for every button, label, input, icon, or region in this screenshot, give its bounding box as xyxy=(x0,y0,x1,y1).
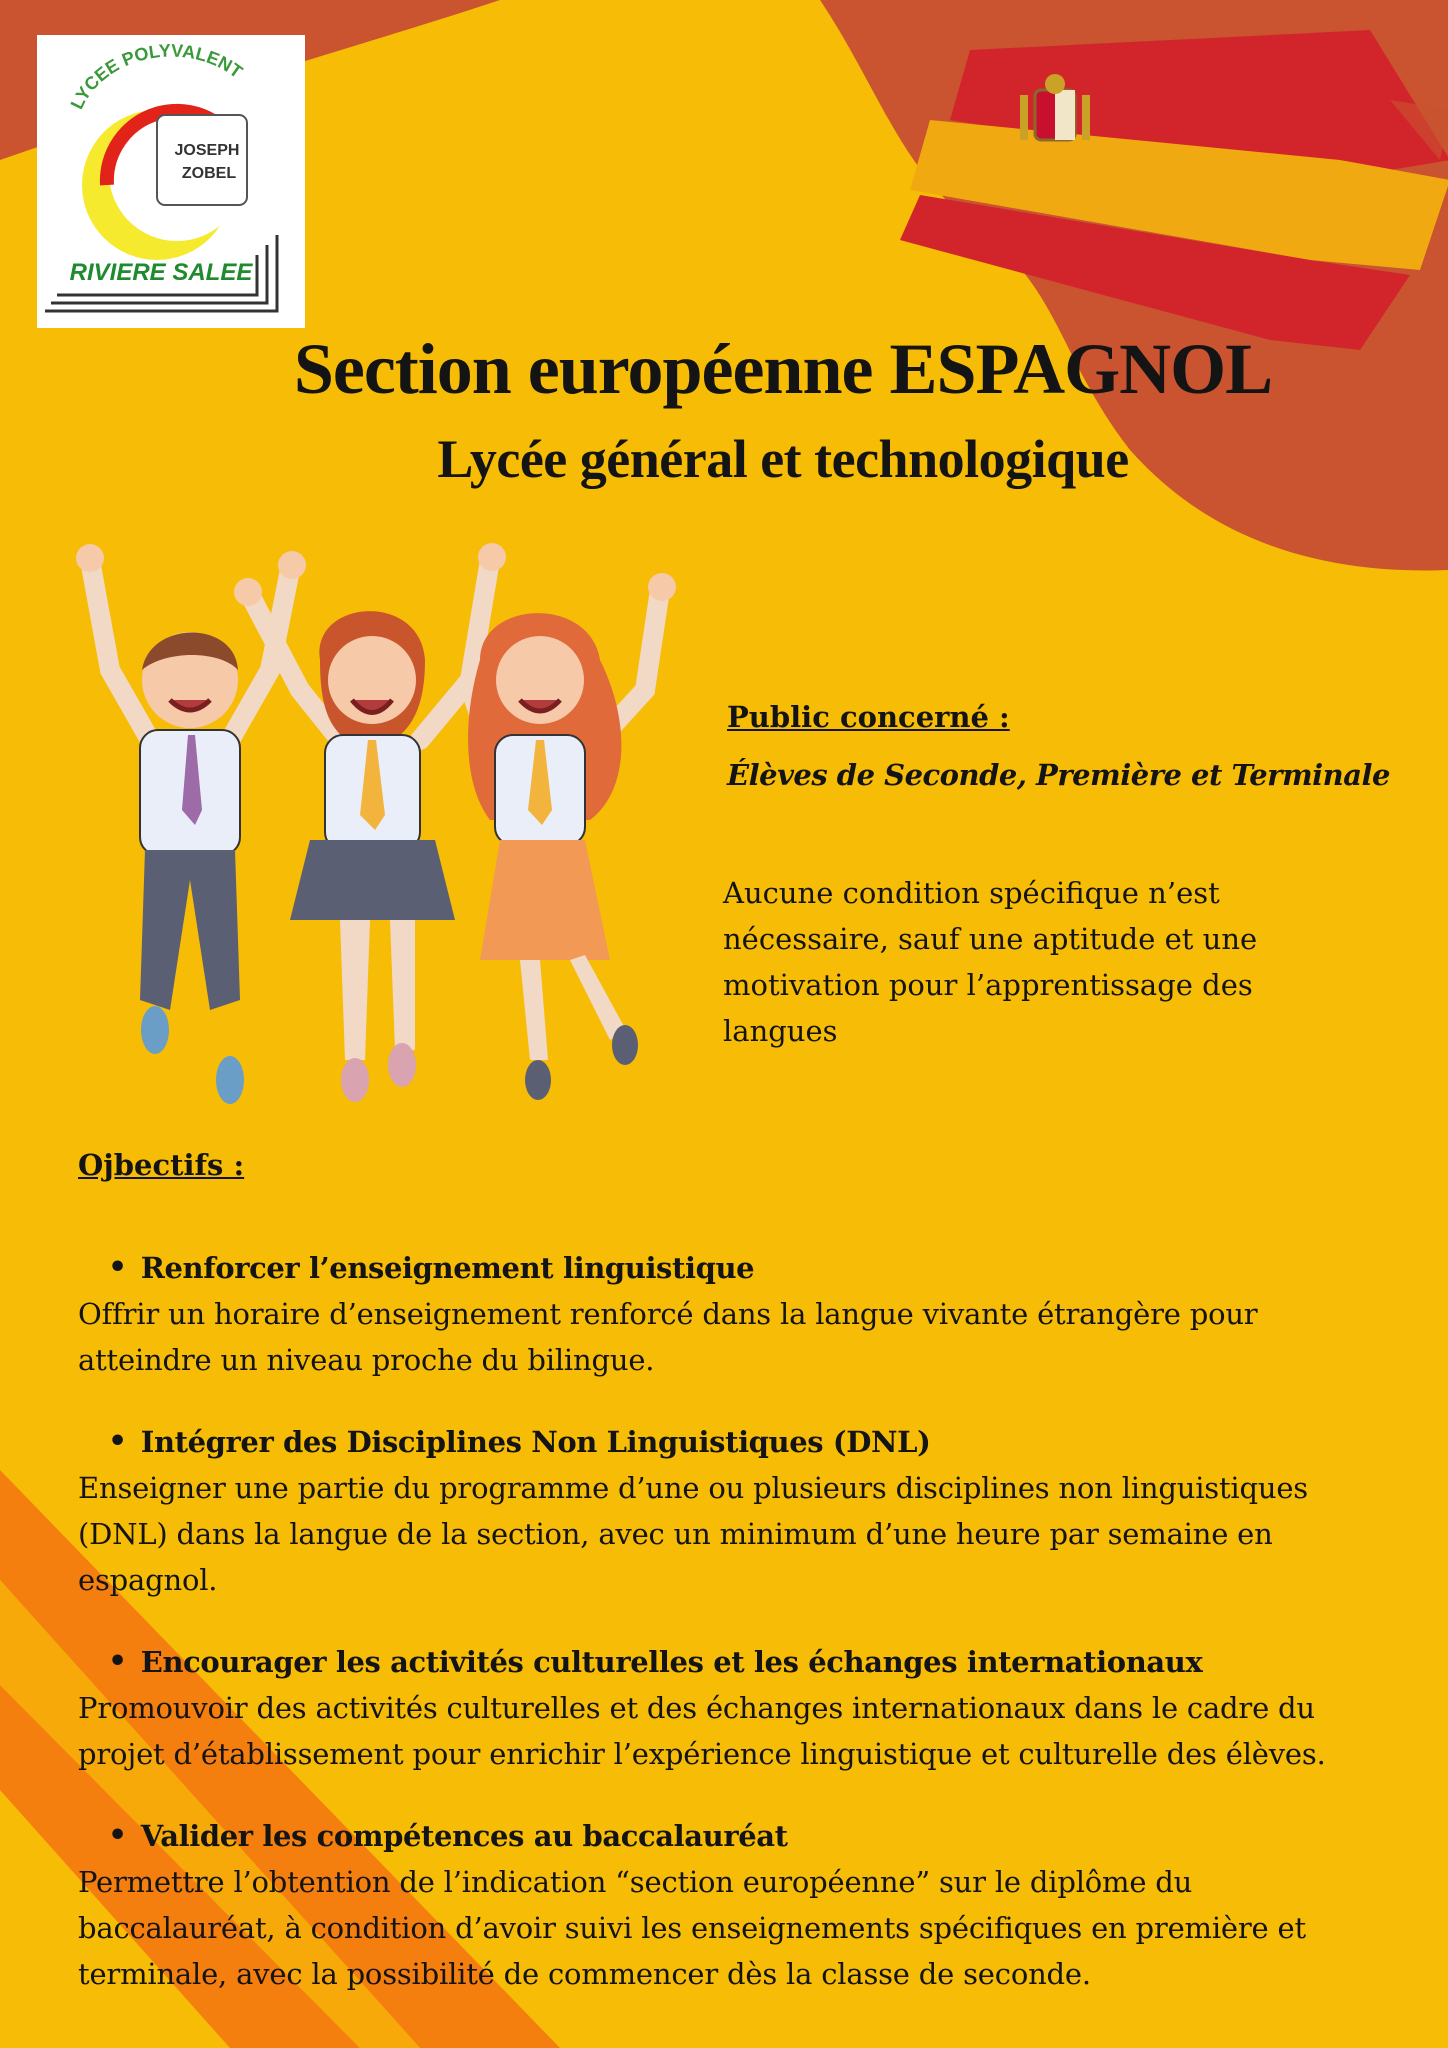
condition-text: Aucune condition spécifique n’est nécessaire, sauf une aptitude et une motivation pour l’apprentissage des langues xyxy=(723,876,1258,1048)
bullet-icon: • xyxy=(108,1818,127,1853)
student-girl-center xyxy=(234,543,506,1102)
objective-title: Intégrer des Disciplines Non Linguistiques (DNL) xyxy=(140,1425,931,1459)
objectives-label: Ojbectifs : xyxy=(78,1148,245,1182)
school-logo xyxy=(37,35,305,328)
objective-item xyxy=(78,1639,1378,1777)
bullet-icon: • xyxy=(108,1644,127,1679)
objective-title: Encourager les activités culturelles et les échanges internationaux xyxy=(140,1645,1203,1679)
objective-item xyxy=(78,1813,1378,1997)
public-label: Public concerné : xyxy=(727,700,1010,734)
page-title: Section européenne ESPAGNOL xyxy=(293,329,1273,409)
logo-top-text: LYCEE POLYVALENT xyxy=(66,40,247,113)
logo-name-line2: ZOBEL xyxy=(181,165,237,182)
public-value: Élèves de Seconde, Première et Terminale xyxy=(727,758,1391,792)
svg-text:LYCEE POLYVALENT xyxy=(67,40,247,112)
bullet-icon: • xyxy=(108,1424,127,1459)
objective-title: Renforcer l’enseignement linguistique xyxy=(140,1251,755,1285)
objective-text: Permettre l’obtention de l’indication “section européenne” sur le diplôme du baccalauréat, à condition d’avoir suivi les enseignements spécifiques en première et terminale, avec la possibilité de commencer dès la classe de seconde. xyxy=(78,1865,1306,1991)
student-girl-right xyxy=(468,573,676,1100)
objective-item xyxy=(78,1245,1378,1383)
bullet-icon: • xyxy=(108,1250,127,1285)
objective-text: Promouvoir des activités culturelles et des échanges internationaux dans le cadre du projet d’établissement pour enrichir l’expérience linguistique et culturelle des élèves. xyxy=(78,1691,1326,1771)
objective-text: Offrir un horaire d’enseignement renforcé dans la langue vivante étrangère pour atteindre un niveau proche du bilingue. xyxy=(78,1297,1258,1377)
objective-title: Valider les compétences au baccalauréat xyxy=(140,1819,788,1853)
objective-text: Enseigner une partie du programme d’une ou plusieurs disciplines non linguistiques (DNL) dans la langue de la section, avec un minimum d’une heure par semaine en espagnol. xyxy=(78,1471,1308,1597)
objectives-list xyxy=(78,1245,1378,2033)
logo-name-line1: JOSEPH xyxy=(174,142,240,159)
logo-town: RIVIERE SALEE xyxy=(69,259,253,286)
objective-item xyxy=(78,1419,1378,1603)
students-illustration xyxy=(70,540,690,1130)
page-subtitle: Lycée général et technologique xyxy=(437,429,1129,489)
